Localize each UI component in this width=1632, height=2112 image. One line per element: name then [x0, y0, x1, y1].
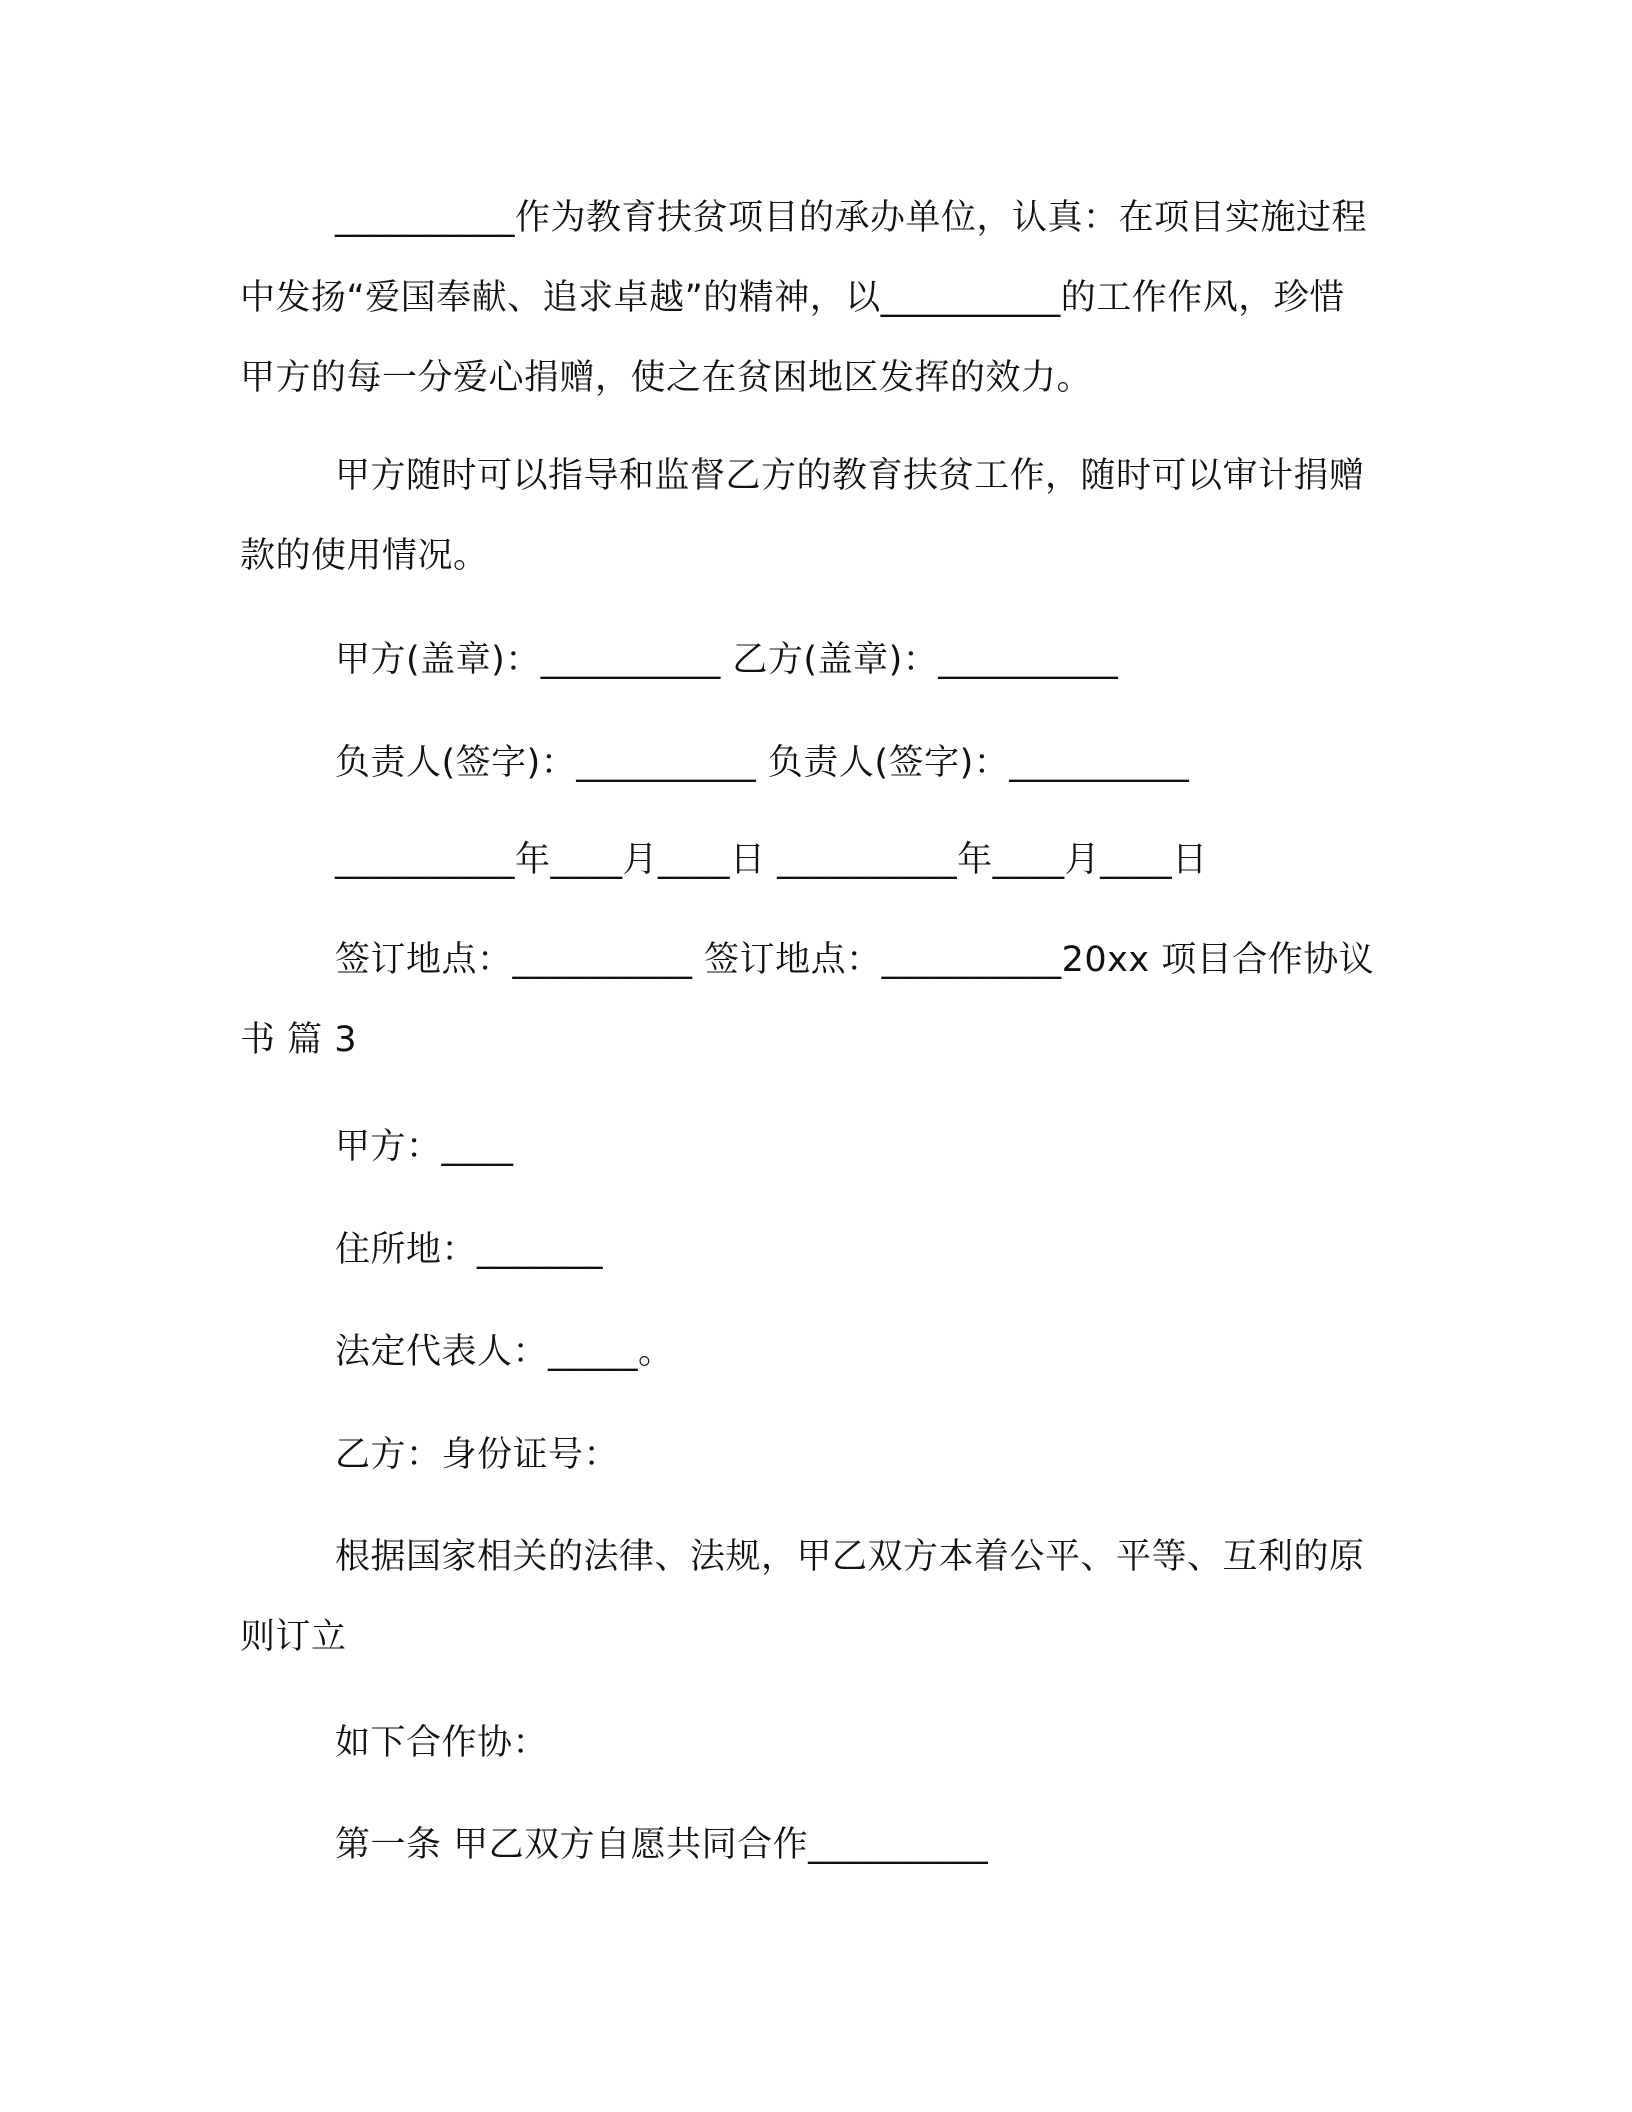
paragraph-signing-location-and-title: 签订地点：__________ 签订地点：__________20xx 项目合作协议书 篇 3: [240, 940, 1375, 1060]
paragraph-legal-basis: 根据国家相关的法律、法规，甲乙双方本着公平、平等、互利的原则订立: [240, 1537, 1365, 1657]
line-party-seals: 甲方(盖章)：__________ 乙方(盖章)：__________: [335, 640, 1119, 680]
paragraph-undertaking-unit: __________作为教育扶贫项目的承办单位，认真：在项目实施过程中发扬“爱国奉献、追求卓越”的精神，以__________的工作作风，珍惜甲方的每一分爱心捐赠，使之在贫困地区发挥的效力。: [240, 198, 1368, 398]
line-agreement-intro: 如下合作协：: [335, 1723, 549, 1763]
line-domicile: 住所地：_______: [335, 1230, 604, 1270]
line-article-one: 第一条 甲乙双方自愿共同合作__________: [335, 1825, 989, 1865]
line-responsible-signatures: 负责人(签字)：__________ 负责人(签字)：__________: [335, 743, 1190, 783]
line-signing-dates: __________年____月____日 __________年____月____日: [335, 840, 1208, 880]
line-party-a: 甲方：____: [335, 1127, 514, 1167]
paragraph-supervision: 甲方随时可以指导和监督乙方的教育扶贫工作，随时可以审计捐赠款的使用情况。: [240, 456, 1365, 576]
line-legal-representative: 法定代表人：_____。: [335, 1332, 674, 1372]
line-party-b-id: 乙方：身份证号：: [335, 1435, 620, 1475]
